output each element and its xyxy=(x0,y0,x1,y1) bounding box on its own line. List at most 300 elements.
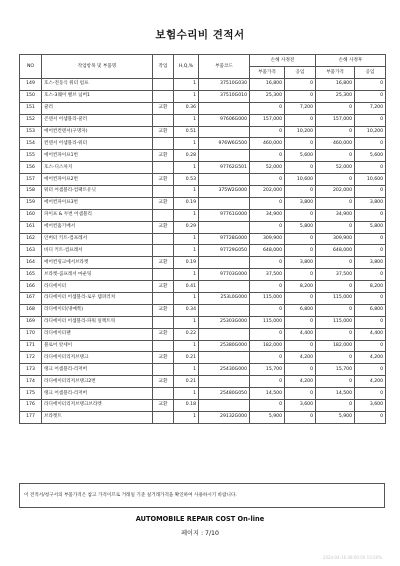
row-part-code xyxy=(199,150,250,162)
row-work: 교환 xyxy=(153,352,174,364)
row-hq: 1 xyxy=(174,186,199,198)
table-row xyxy=(20,257,386,269)
row-item-name: 탱크 어셈블리-리저버 xyxy=(42,364,153,376)
row-no: 161 xyxy=(20,221,42,233)
row-before-labor: 5,600 xyxy=(285,150,316,162)
row-work: 교환 xyxy=(153,376,174,388)
row-no: 166 xyxy=(20,281,42,293)
row-before-labor: 4,400 xyxy=(285,328,316,340)
row-item-name: 인버터 키트-컴프레서 xyxy=(42,233,153,245)
row-after-labor: 7,200 xyxy=(355,102,386,114)
row-part-code: 253L0G000 xyxy=(199,293,250,305)
row-after-labor: 0 xyxy=(355,245,386,257)
row-before-price: 5,900 xyxy=(250,411,285,423)
row-hq: 1 xyxy=(174,269,199,281)
row-item-name: 라디에이터 어셈블리-파워 일렉트릭 xyxy=(42,316,153,328)
row-after-labor: 0 xyxy=(355,340,386,352)
row-hq: 0.21 xyxy=(174,376,199,388)
row-after-price: 202,000 xyxy=(316,186,355,198)
row-hq: 0.41 xyxy=(174,281,199,293)
row-after-labor: 8,200 xyxy=(355,281,386,293)
row-hq: 0.51 xyxy=(174,126,199,138)
row-hq: 0.53 xyxy=(174,174,199,186)
row-after-price: 25,300 xyxy=(316,90,355,102)
row-no: 152 xyxy=(20,114,42,126)
row-after-labor: 4,400 xyxy=(355,328,386,340)
table-row xyxy=(20,352,386,364)
row-work xyxy=(153,90,174,102)
row-before-labor: 0 xyxy=(285,340,316,352)
row-part-code: 97762G501 xyxy=(199,162,250,174)
row-part-code xyxy=(199,328,250,340)
row-work xyxy=(153,364,174,376)
row-after-labor: 10,200 xyxy=(355,126,386,138)
row-before-labor: 0 xyxy=(285,233,316,245)
row-before-price: 0 xyxy=(250,102,285,114)
row-after-labor: 0 xyxy=(355,209,386,221)
row-before-labor: 0 xyxy=(285,293,316,305)
row-after-price: 0 xyxy=(316,328,355,340)
row-after-labor: 0 xyxy=(355,233,386,245)
row-work xyxy=(153,411,174,423)
table-row xyxy=(20,316,386,328)
row-hq: 1 xyxy=(174,114,199,126)
row-work: 교환 xyxy=(153,221,174,233)
row-part-code xyxy=(199,197,250,209)
row-after-price: 16,800 xyxy=(316,79,355,91)
row-before-labor: 3,800 xyxy=(285,257,316,269)
row-before-price: 0 xyxy=(250,281,285,293)
row-no: 177 xyxy=(20,411,42,423)
row-before-labor: 4,200 xyxy=(285,352,316,364)
row-no: 150 xyxy=(20,90,42,102)
row-after-price: 0 xyxy=(316,281,355,293)
row-after-labor: 0 xyxy=(355,364,386,376)
estimate-table xyxy=(19,54,386,424)
row-work: 교환 xyxy=(153,102,174,114)
table-row xyxy=(20,150,386,162)
row-before-labor: 3,600 xyxy=(285,400,316,412)
row-after-labor: 10,600 xyxy=(355,174,386,186)
row-item-name: 라디에이터리저브탱크브라켓 xyxy=(42,400,153,412)
row-work: 교환 xyxy=(153,304,174,316)
row-after-labor: 3,800 xyxy=(355,197,386,209)
row-item-name: 호스-전동식 워터 펌프 xyxy=(42,79,153,91)
row-work: 교환 xyxy=(153,328,174,340)
row-after-labor: 3,600 xyxy=(355,400,386,412)
row-before-price: 0 xyxy=(250,352,285,364)
header-no: NO xyxy=(20,55,42,79)
row-item-name: 콘덴서 어셈블리-쿨러 xyxy=(42,114,153,126)
row-item-name: 라디에이터리저브탱크 xyxy=(42,352,153,364)
row-work xyxy=(153,293,174,305)
row-no: 168 xyxy=(20,304,42,316)
row-before-price: 115,000 xyxy=(250,316,285,328)
row-after-price: 0 xyxy=(316,352,355,364)
table-row xyxy=(20,221,386,233)
row-no: 176 xyxy=(20,400,42,412)
row-item-name: 라디에이터 xyxy=(42,281,153,293)
table-row xyxy=(20,245,386,257)
row-hq: 1 xyxy=(174,411,199,423)
row-after-price: 0 xyxy=(316,400,355,412)
row-hq: 0.36 xyxy=(174,102,199,114)
row-after-labor: 0 xyxy=(355,79,386,91)
row-before-price: 0 xyxy=(250,221,285,233)
row-before-labor: 0 xyxy=(285,388,316,400)
table-row xyxy=(20,233,386,245)
row-before-price: 14,500 xyxy=(250,388,285,400)
row-hq: 1 xyxy=(174,209,199,221)
row-work xyxy=(153,340,174,352)
header-before-labor: 공임 xyxy=(285,67,316,79)
row-before-labor: 8,200 xyxy=(285,281,316,293)
row-before-labor: 0 xyxy=(285,411,316,423)
row-item-name: 쿨러 xyxy=(42,102,153,114)
row-before-price: 460,000 xyxy=(250,138,285,150)
row-before-labor: 0 xyxy=(285,364,316,376)
row-after-price: 648,000 xyxy=(316,245,355,257)
row-item-name: 에어컨흡기배서 xyxy=(42,221,153,233)
row-after-price: 0 xyxy=(316,257,355,269)
row-after-labor: 0 xyxy=(355,411,386,423)
row-hq: 1 xyxy=(174,340,199,352)
table-row xyxy=(20,293,386,305)
print-stamp: 2024-04-16 08:00:00 10:50% xyxy=(322,555,382,560)
row-part-code: 25303G000 xyxy=(199,316,250,328)
row-item-name: 에어컨파이프1번 xyxy=(42,150,153,162)
table-row xyxy=(20,376,386,388)
row-part-code xyxy=(199,376,250,388)
row-before-labor: 0 xyxy=(285,79,316,91)
row-before-price: 0 xyxy=(250,197,285,209)
table-row xyxy=(20,269,386,281)
row-item-name: 호스-3웨이 밸브 넘버1 xyxy=(42,90,153,102)
row-after-labor: 5,600 xyxy=(355,150,386,162)
row-no: 172 xyxy=(20,352,42,364)
row-hq: 0.21 xyxy=(174,352,199,364)
row-after-labor: 0 xyxy=(355,388,386,400)
row-work xyxy=(153,209,174,221)
row-hq: 1 xyxy=(174,90,199,102)
row-no: 164 xyxy=(20,257,42,269)
row-after-price: 309,900 xyxy=(316,233,355,245)
estimate-rows xyxy=(20,79,386,424)
table-row xyxy=(20,102,386,114)
row-before-price: 16,800 xyxy=(250,79,285,91)
row-item-name: 에어컨파이프3번 xyxy=(42,197,153,209)
row-no: 158 xyxy=(20,186,42,198)
row-part-code xyxy=(199,304,250,316)
row-part-code xyxy=(199,126,250,138)
table-row xyxy=(20,197,386,209)
row-before-labor: 0 xyxy=(285,186,316,198)
row-part-code xyxy=(199,102,250,114)
header-work: 작업 xyxy=(153,55,174,79)
row-item-name: 워터 어셈블리-컴팩트유닛 xyxy=(42,186,153,198)
row-before-price: 157,000 xyxy=(250,114,285,126)
row-hq: 1 xyxy=(174,162,199,174)
row-before-labor: 0 xyxy=(285,114,316,126)
row-no: 163 xyxy=(20,245,42,257)
row-after-price: 15,700 xyxy=(316,364,355,376)
header-hq: H,Q,% xyxy=(174,55,199,79)
table-row xyxy=(20,400,386,412)
row-item-name: 에어컨컨덴서(구명자) xyxy=(42,126,153,138)
row-work: 교환 xyxy=(153,126,174,138)
row-after-labor: 0 xyxy=(355,138,386,150)
header-after-labor: 공임 xyxy=(355,67,386,79)
row-hq: 1 xyxy=(174,79,199,91)
row-hq: 0.29 xyxy=(174,221,199,233)
row-hq: 0.22 xyxy=(174,328,199,340)
row-no: 154 xyxy=(20,138,42,150)
row-hq: 1 xyxy=(174,316,199,328)
row-before-price: 25,300 xyxy=(250,90,285,102)
row-work xyxy=(153,388,174,400)
row-before-labor: 0 xyxy=(285,209,316,221)
row-after-labor: 0 xyxy=(355,316,386,328)
row-item-name: 라디에이터팬 xyxy=(42,328,153,340)
row-before-labor: 0 xyxy=(285,162,316,174)
row-hq: 1 xyxy=(174,138,199,150)
row-no: 153 xyxy=(20,126,42,138)
row-after-price: 0 xyxy=(316,174,355,186)
row-before-price: 202,000 xyxy=(250,186,285,198)
row-work xyxy=(153,316,174,328)
row-after-price: 0 xyxy=(316,150,355,162)
row-no: 174 xyxy=(20,376,42,388)
row-after-price: 0 xyxy=(316,102,355,114)
document-title: 보험수리비 견적서 xyxy=(155,29,245,41)
row-before-labor: 0 xyxy=(285,269,316,281)
table-row xyxy=(20,281,386,293)
row-before-price: 52,000 xyxy=(250,162,285,174)
row-work xyxy=(153,269,174,281)
row-hq: 1 xyxy=(174,233,199,245)
row-part-code xyxy=(199,352,250,364)
row-part-code: 25480G050 xyxy=(199,388,250,400)
row-item-name: 호스-디스차지 xyxy=(42,162,153,174)
row-after-price: 460,000 xyxy=(316,138,355,150)
table-row xyxy=(20,304,386,316)
row-part-code: 375W2G000 xyxy=(199,186,250,198)
row-after-price: 37,500 xyxy=(316,269,355,281)
row-item-name: 브라켓-콤프레서 마운팅 xyxy=(42,269,153,281)
table-row xyxy=(20,90,386,102)
row-part-code xyxy=(199,257,250,269)
row-after-price: 14,500 xyxy=(316,388,355,400)
table-row xyxy=(20,328,386,340)
row-before-price: 15,700 xyxy=(250,364,285,376)
row-part-code: 37510G010 xyxy=(199,90,250,102)
row-work: 교환 xyxy=(153,400,174,412)
row-before-price: 648,000 xyxy=(250,245,285,257)
row-part-code: 97606G000 xyxy=(199,114,250,126)
row-after-labor: 0 xyxy=(355,186,386,198)
row-before-labor: 10,600 xyxy=(285,174,316,186)
row-hq: 0.34 xyxy=(174,304,199,316)
row-item-name: 블로어 앗세이 xyxy=(42,340,153,352)
row-before-price: 0 xyxy=(250,304,285,316)
row-part-code: 97703G000 xyxy=(199,269,250,281)
row-hq: 1 xyxy=(174,293,199,305)
row-before-labor: 0 xyxy=(285,245,316,257)
row-before-price: 0 xyxy=(250,257,285,269)
row-after-price: 5,900 xyxy=(316,411,355,423)
table-row xyxy=(20,411,386,423)
row-before-price: 0 xyxy=(250,174,285,186)
row-work: 교환 xyxy=(153,281,174,293)
row-part-code xyxy=(199,281,250,293)
row-after-price: 157,000 xyxy=(316,114,355,126)
row-before-labor: 6,800 xyxy=(285,304,316,316)
row-before-price: 182,000 xyxy=(250,340,285,352)
row-after-price: 0 xyxy=(316,126,355,138)
row-item-name: 라디에이터리저브탱크2번 xyxy=(42,376,153,388)
row-no: 156 xyxy=(20,162,42,174)
row-no: 169 xyxy=(20,316,42,328)
row-work xyxy=(153,162,174,174)
row-before-price: 115,000 xyxy=(250,293,285,305)
row-before-labor: 0 xyxy=(285,138,316,150)
header-before-price: 부품가격 xyxy=(250,67,285,79)
row-hq: 1 xyxy=(174,364,199,376)
row-before-labor: 3,800 xyxy=(285,197,316,209)
row-before-labor: 5,800 xyxy=(285,221,316,233)
row-hq: 0.19 xyxy=(174,197,199,209)
header-item: 작업항목 및 부품명 xyxy=(42,55,153,79)
row-before-price: 0 xyxy=(250,400,285,412)
row-item-name: 컨덴서 어셈블리-워터 xyxy=(42,138,153,150)
table-row xyxy=(20,138,386,150)
row-work xyxy=(153,233,174,245)
row-no: 160 xyxy=(20,209,42,221)
row-no: 165 xyxy=(20,269,42,281)
row-part-code: 37510G030 xyxy=(199,79,250,91)
row-item-name: 바디 키트-컴프레서 xyxy=(42,245,153,257)
row-hq: 1 xyxy=(174,388,199,400)
table-row xyxy=(20,186,386,198)
row-no: 155 xyxy=(20,150,42,162)
row-before-price: 0 xyxy=(250,376,285,388)
row-after-price: 0 xyxy=(316,376,355,388)
row-before-price: 0 xyxy=(250,150,285,162)
table-row xyxy=(20,126,386,138)
row-after-labor: 4,200 xyxy=(355,352,386,364)
row-after-labor: 0 xyxy=(355,293,386,305)
row-after-price: 115,000 xyxy=(316,293,355,305)
row-hq: 0.18 xyxy=(174,400,199,412)
row-after-price: 0 xyxy=(316,197,355,209)
row-part-code xyxy=(199,221,250,233)
row-hq: 0.28 xyxy=(174,150,199,162)
row-part-code: 97729G050 xyxy=(199,245,250,257)
row-no: 173 xyxy=(20,364,42,376)
row-no: 151 xyxy=(20,102,42,114)
row-no: 149 xyxy=(20,79,42,91)
row-before-labor: 0 xyxy=(285,316,316,328)
row-hq: 0.19 xyxy=(174,257,199,269)
row-item-name: 에어컨파이프2번 xyxy=(42,174,153,186)
row-before-labor: 7,200 xyxy=(285,102,316,114)
table-row xyxy=(20,174,386,186)
row-part-code: 976W6G500 xyxy=(199,138,250,150)
row-item-name: 파이프 & 두번 어셈블리 xyxy=(42,209,153,221)
row-part-code: 97728G000 xyxy=(199,233,250,245)
row-work: 교환 xyxy=(153,150,174,162)
header-before: 손해 사정전 xyxy=(250,55,316,67)
header-after-price: 부품가격 xyxy=(316,67,355,79)
row-no: 167 xyxy=(20,293,42,305)
row-no: 157 xyxy=(20,174,42,186)
table-row xyxy=(20,209,386,221)
row-after-labor: 0 xyxy=(355,90,386,102)
row-after-labor: 3,800 xyxy=(355,257,386,269)
row-after-labor: 0 xyxy=(355,162,386,174)
table-row xyxy=(20,388,386,400)
row-before-labor: 0 xyxy=(285,90,316,102)
footer-title: AUTOMOBILE REPAIR COST On-line xyxy=(135,515,265,523)
row-before-price: 34,900 xyxy=(250,209,285,221)
row-hq: 1 xyxy=(174,245,199,257)
row-no: 159 xyxy=(20,197,42,209)
row-after-labor: 6,800 xyxy=(355,304,386,316)
row-after-price: 115,000 xyxy=(316,316,355,328)
row-item-name: 라디에이터(냉매쪽) xyxy=(42,304,153,316)
row-after-price: 0 xyxy=(316,304,355,316)
row-work xyxy=(153,245,174,257)
page-indicator: 페이지 : 7/10 xyxy=(181,530,219,537)
row-after-labor: 5,800 xyxy=(355,221,386,233)
row-after-price: 0 xyxy=(316,221,355,233)
row-after-price: 182,000 xyxy=(316,340,355,352)
row-work xyxy=(153,138,174,150)
row-before-labor: 10,200 xyxy=(285,126,316,138)
row-part-code xyxy=(199,400,250,412)
row-no: 170 xyxy=(20,328,42,340)
row-before-price: 37,500 xyxy=(250,269,285,281)
row-part-code xyxy=(199,174,250,186)
row-no: 175 xyxy=(20,388,42,400)
row-part-code: 25430G000 xyxy=(199,364,250,376)
table-row xyxy=(20,162,386,174)
table-row xyxy=(20,364,386,376)
row-after-labor: 0 xyxy=(355,269,386,281)
row-work: 교환 xyxy=(153,257,174,269)
row-item-name: 에어컨링크에서브라켓 xyxy=(42,257,153,269)
row-after-price: 34,900 xyxy=(316,209,355,221)
row-work xyxy=(153,186,174,198)
header-code: 부품코드 xyxy=(199,55,250,79)
row-part-code: 29132G000 xyxy=(199,411,250,423)
price-notice: 이 견적서/청구서의 부품가격은 참고 가격이므로 거래일 기준 실거래가격을 확인하여 사용하시기 바랍니다. xyxy=(19,483,385,508)
row-work xyxy=(153,79,174,91)
table-row xyxy=(20,79,386,91)
row-part-code: 97761G000 xyxy=(199,209,250,221)
row-after-labor: 0 xyxy=(355,114,386,126)
row-before-price: 0 xyxy=(250,126,285,138)
row-after-price: 52,000 xyxy=(316,162,355,174)
row-work: 교환 xyxy=(153,197,174,209)
row-no: 162 xyxy=(20,233,42,245)
table-row xyxy=(20,340,386,352)
header-after: 손해 사정후 xyxy=(316,55,386,67)
row-item-name: 라디에이터 어셈블리-로우 템퍼러쳐 xyxy=(42,293,153,305)
row-item-name: 브라켓트 xyxy=(42,411,153,423)
table-row xyxy=(20,114,386,126)
row-item-name: 탱크 어셈블리-리저버 xyxy=(42,388,153,400)
